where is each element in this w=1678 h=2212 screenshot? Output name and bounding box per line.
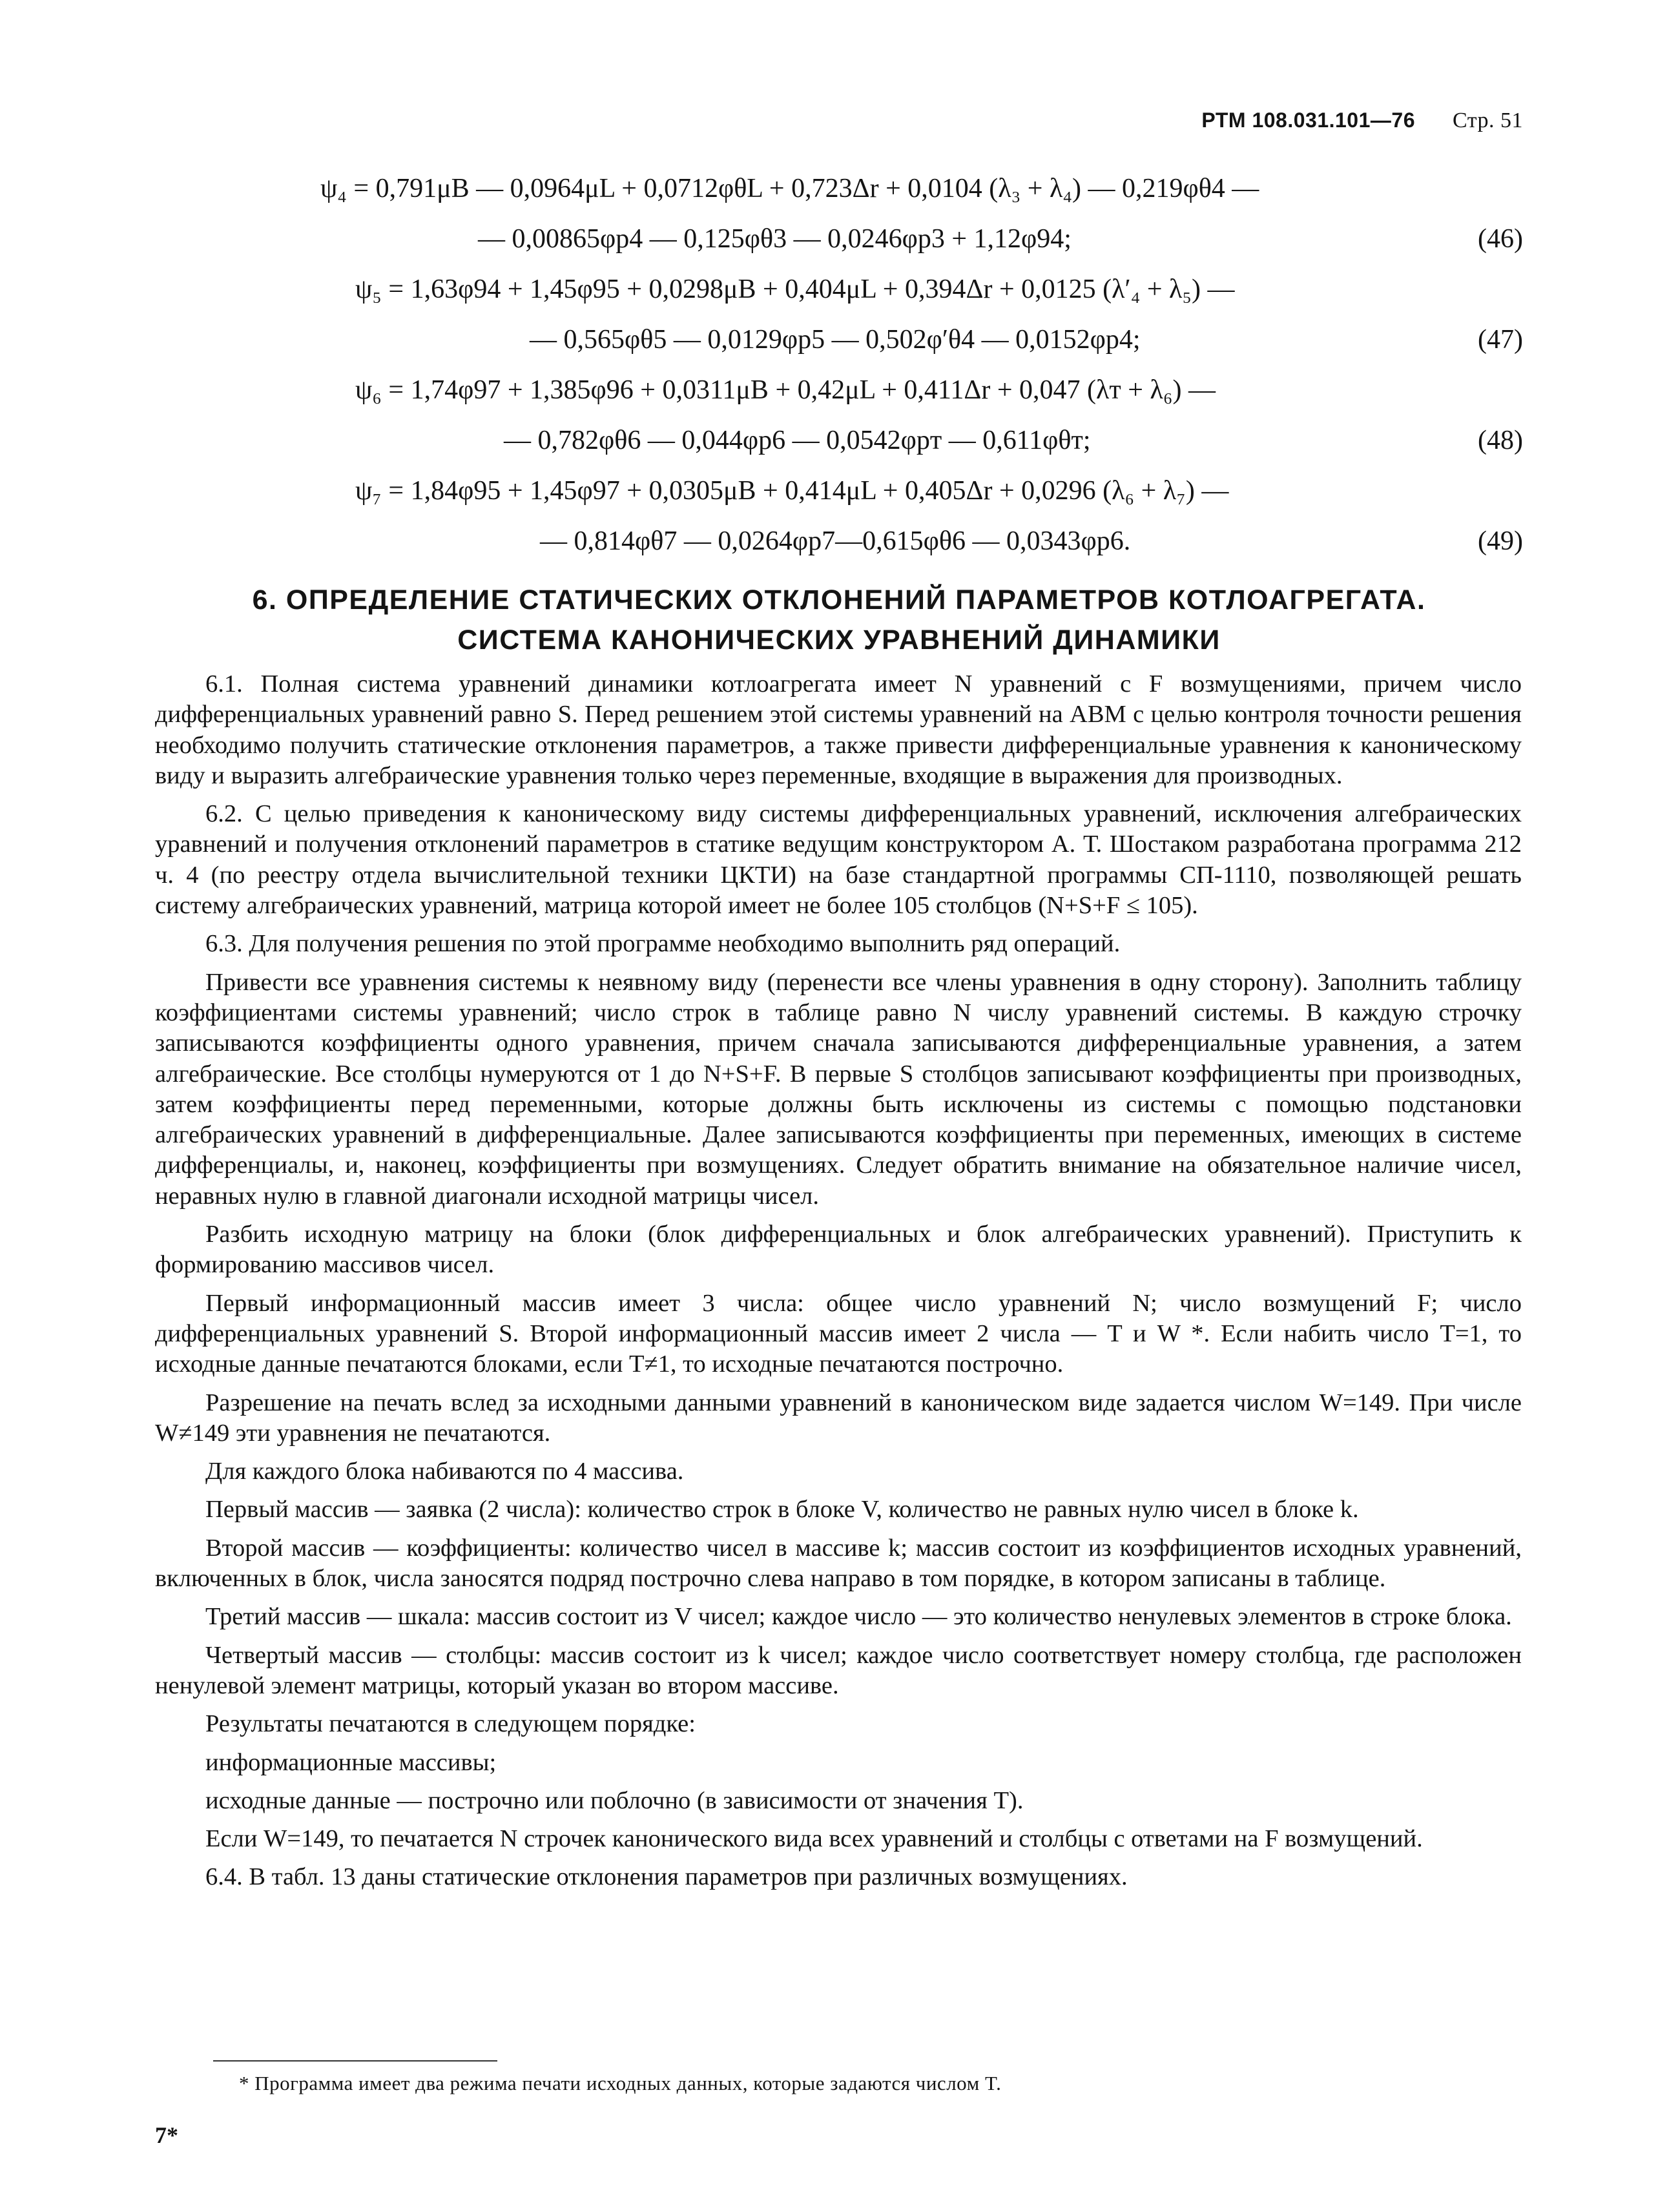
footnote-divider bbox=[213, 2060, 497, 2062]
equation-expression: ψ₅ = 1,63φ94 + 1,45φ95 + 0,0298μB + 0,404μL + 0,394Δr + 0,0125 (λ′₄ + λ₅) — bbox=[355, 274, 1235, 304]
paragraph: Если W=149, то печатается N строчек канонического вида всех уравнений и столбцы с ответами на F возмущений. bbox=[205, 1825, 1423, 1853]
equation-number: (49) bbox=[1478, 526, 1523, 556]
paragraph: Разрешение на печать вслед за исходными данными уравнений в каноническом виде задается числом W=149. При числе W≠149 эти уравнения не печатаются. bbox=[155, 1389, 1522, 1447]
equation-line bbox=[0, 173, 1678, 223]
paragraph: Четвертый массив — столбцы: массив состоит из k чисел; каждое число соответствует номеру столбца, где расположен ненулевой элемент матрицы, который указан во втором массиве. bbox=[155, 1641, 1522, 1699]
footnote: * Программа имеет два режима печати исходных данных, которые задаются числом T. bbox=[239, 2072, 1002, 2094]
page-number: Стр. 51 bbox=[1452, 109, 1523, 132]
paragraph: Первый массив — заявка (2 числа): количество строк в блоке V, количество не равных нулю чисел в блоке k. bbox=[205, 1496, 1359, 1524]
equation-expression: — 0,00865φp4 — 0,125φθ3 — 0,0246φp3 + 1,12φ94; bbox=[478, 224, 1072, 254]
paragraph: Привести все уравнения системы к неявному виду (перенести все члены уравнения в одну сторону). Заполнить таблицу коэффициентами системы уравнений; число строк в таблице равно N числу уравнений системы. В каждую строчку записываются коэффициенты одного уравнения, причем сначала записываются дифференциальные уравнения, а затем алгебраические. Все столбцы нумеруются от 1 до N+S+F. В первые S столбцов записывают коэффициенты при производных, затем коэффициенты перед переменными, которые должны быть исключены из системы с помощью подстановки алгебраических уравнений в дифференциальные. Далее записываются коэффициенты при переменных, имеющих в системе дифференциалы, и, наконец, коэффициенты при возмущениях. Следует обратить внимание на обязательное наличие чисел, неравных нулю в главной диагонали исходной матрицы чисел. bbox=[155, 968, 1522, 1210]
paragraph: Для каждого блока набиваются по 4 массива. bbox=[205, 1458, 684, 1485]
equation-expression: — 0,565φθ5 — 0,0129φp5 — 0,502φ′θ4 — 0,0152φp4; bbox=[530, 325, 1141, 355]
paragraph: исходные данные — построчно или поблочно (в зависимости от значения T). bbox=[205, 1786, 1024, 1814]
equation-line bbox=[0, 375, 1678, 425]
equation-line bbox=[0, 425, 1678, 475]
document-code: РТМ 108.031.101—76 bbox=[1201, 109, 1415, 132]
equation-expression: — 0,782φθ6 — 0,044φp6 — 0,0542φpт — 0,611φθт; bbox=[504, 426, 1091, 455]
paragraph: Первый информационный массив имеет 3 числа: общее число уравнений N; число возмущений F; число дифференциальных уравнений S. Второй информационный массив имеет 2 числа — T и W *. Если набить число T=1, то исходные данные печатаются блоками, если T≠1, то исходные печатаются построчно. bbox=[155, 1289, 1522, 1378]
equation-line bbox=[0, 274, 1678, 324]
equation-number: (46) bbox=[1478, 224, 1523, 254]
paragraph: 6.4. В табл. 13 даны статические отклонения параметров при различных возмущениях. bbox=[205, 1863, 1128, 1891]
equation-line bbox=[0, 526, 1678, 576]
equation-expression: ψ₄ = 0,791μB — 0,0964μL + 0,0712φθL + 0,723Δr + 0,0104 (λ₃ + λ₄) — 0,219φθ4 — bbox=[320, 174, 1259, 203]
equation-number: (47) bbox=[1478, 325, 1523, 355]
paragraph: Второй массив — коэффициенты: количество чисел в массиве k; массив состоит из коэффициентов исходных уравнений, включенных в блок, числа заносятся подряд построчно слева направо в том порядке, в котором записаны в таблице. bbox=[155, 1534, 1522, 1593]
paragraph: Результаты печатаются в следующем порядке: bbox=[205, 1710, 696, 1738]
section-title bbox=[0, 580, 1678, 660]
paragraph: 6.2. С целью приведения к каноническому виду системы дифференциальных уравнений, исключения алгебраических уравнений и получения отклонений параметров в статике ведущим конструктором А. Т. Шостаком разработана программа 212 ч. 4 (по реестру отдела вычислительной техники ЦКТИ) на базе стандартной программы СП-1110, позволяющей решать систему алгебраических уравнений, матрица которой имеет не более 105 столбцов (N+S+F ≤ 105). bbox=[155, 800, 1522, 920]
equation-expression: — 0,814φθ7 — 0,0264φp7—0,615φθ6 — 0,0343φp6. bbox=[540, 526, 1131, 556]
paragraph: информационные массивы; bbox=[205, 1748, 497, 1776]
equation-block bbox=[0, 173, 1678, 576]
equation-line bbox=[0, 475, 1678, 526]
equation-line bbox=[0, 223, 1678, 274]
page-header bbox=[1201, 109, 1523, 133]
paragraph: 6.3. Для получения решения по этой программе необходимо выполнить ряд операций. bbox=[205, 930, 1121, 958]
section-title-line: 6. ОПРЕДЕЛЕНИЕ СТАТИЧЕСКИХ ОТКЛОНЕНИЙ ПАРАМЕТРОВ КОТЛОАГРЕГАТА. bbox=[252, 584, 1426, 615]
equation-expression: ψ₇ = 1,84φ95 + 1,45φ97 + 0,0305μB + 0,414μL + 0,405Δr + 0,0296 (λ₆ + λ₇) — bbox=[355, 476, 1229, 506]
equation-expression: ψ₆ = 1,74φ97 + 1,385φ96 + 0,0311μB + 0,42μL + 0,411Δr + 0,047 (λт + λ₆) — bbox=[355, 375, 1216, 405]
equation-line bbox=[0, 324, 1678, 375]
body-text bbox=[155, 669, 1522, 1901]
paragraph: Разбить исходную матрицу на блоки (блок дифференциальных и блок алгебраических уравнений). Приступить к формированию массивов чисел. bbox=[155, 1221, 1522, 1279]
equation-number: (48) bbox=[1478, 426, 1523, 455]
paragraph: Третий массив — шкала: массив состоит из V чисел; каждое число — это количество ненулевых элементов в строке блока. bbox=[205, 1603, 1512, 1631]
signature-mark: 7* bbox=[155, 2122, 178, 2148]
paragraph: 6.1. Полная система уравнений динамики котлоагрегата имеет N уравнений с F возмущениями, причем число дифференциальных уравнений равно S. Перед решением этой системы уравнений на АВМ с целью контроля точности решения необходимо получить статические отклонения параметров, а также привести дифференциальные уравнения к каноническому виду и выразить алгебраические уравнения только через переменные, входящие в выражения для производных. bbox=[155, 670, 1522, 789]
section-title-line: СИСТЕМА КАНОНИЧЕСКИХ УРАВНЕНИЙ ДИНАМИКИ bbox=[457, 625, 1221, 656]
